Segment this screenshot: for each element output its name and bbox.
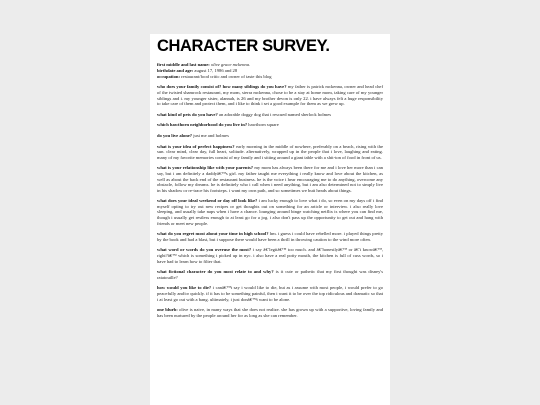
question: what is your idea of perfect happiness? (157, 143, 235, 149)
answer: i am lucky enough to love what i do, so even on my days off i find myself opting to try out new recipes or get thoughts out on something for an article or interview. i also really love sleeping, and usually take naps when i have a chance. lounging around binge watching netflix is where you can find me, though i usually get restless enough to at least go for a jog. i also don't pass up the opportunity to get out and hang with friends or meet new people. (157, 198, 383, 226)
survey-page (150, 34, 390, 405)
qa-die (157, 285, 383, 302)
answer: i say â€˜legitâ€™ too much. and â€˜honestlyâ€™ or â€˜i knowâ€™, right?â€™ which is something i picked up in nyc. i also have a real potty mouth, the kitchen is full of cuss words, so i have had to learn how to filter that. (157, 247, 383, 264)
question: what does your ideal weekend or day off look like? (157, 198, 258, 204)
answer: my father is patrick mckenna, owner and head chef of the twisted shamrock restaurant, my mom, sierra mckenna, chose to be a stay at home mom, taking care of my younger siblings and i. my younger sister, alannah, is 26 and my brother devon is only 22. i have always felt a huge responsibility to take care of them and protect them, and i like to think i set a good example for them as we grew up. (157, 84, 383, 107)
answer: an adorable doggy dog that i rescued named sherlock holmes (218, 111, 332, 117)
answer: is it cute or pathetic that my first thought was disney's ratatouille? (157, 269, 383, 280)
info-label: occupation: (157, 73, 180, 79)
question: what kind of pets do you have? (157, 111, 218, 117)
question: one blurb: (157, 307, 178, 313)
qa-regret (157, 231, 383, 242)
info-label: birthdate and age: (157, 67, 194, 73)
survey-content (150, 34, 390, 318)
qa-family (157, 84, 383, 106)
info-label: first middle and last name: (157, 62, 210, 67)
answer: olive is naive, in many ways that she does not realize. she has grown up with a supportive, loving family and has been nurtured by the people around her for as long as she can remember. (157, 307, 383, 318)
qa-fictional (157, 269, 383, 280)
qa-overuse (157, 247, 383, 264)
qa-live-alone (157, 133, 383, 139)
qa-neighborhood (157, 122, 383, 128)
answer: hm. i guess i could have rebelled more. i played things pretty by the book and had a blast, but i suppose there would have been a thrill in throwing caution to the wind more often. (157, 231, 383, 242)
question: what fictional character do you most relate to and why? (157, 269, 274, 275)
qa-pets (157, 112, 383, 118)
qa-happiness (157, 144, 383, 161)
info-block (157, 62, 383, 79)
answer: my mom has always been there for me and i love her more than i can say, but i am definitely a daddyâ€™s girl. my father taught me everything i really know and love about the kitchen, as well as about the back end of the restaurant business. he is the voice i hear encouraging me to do anything, overcome any obstacle, follow my dreams. he is definitely who i call when i need anything, but i am also determined not to simply live in his shadow or re-trace his footsteps. i want my own path, and so sometimes we butt heads about things. (157, 165, 383, 193)
qa-blurb (157, 307, 383, 318)
question: who does your family consist of? how many siblings do you have? (157, 84, 287, 90)
page-title: CHARACTER SURVEY. (157, 37, 330, 55)
question: do you live alone? (157, 132, 193, 138)
qa-parents (157, 165, 383, 193)
info-row-occupation (157, 74, 383, 80)
question: how would you like to die? (157, 285, 212, 291)
info-value: restaurant/food critic and owner of taste this blog (181, 73, 272, 79)
info-value: august 17, 1986 and 28 (194, 67, 238, 73)
question: what word or words do you overuse the most? (157, 247, 252, 253)
question: what do you regret most about your time in high school? (157, 231, 269, 237)
question: what is your relationship like with your parents? (157, 165, 254, 171)
answer: i canâ€™t say i would like to die, but as i assume with most people, i would prefer to go peacefully and/or quickly. if it has to be something painful, then i want it to be over the top ridiculous and dramatic so that i at least go out with a bang. ultimately, i just donâ€™t want to be alone. (157, 285, 384, 302)
answer: just me and holmes (193, 132, 229, 138)
question: which hawthorn neighborhood do you live in? (157, 122, 248, 128)
info-value: olive grace mckenna. (210, 62, 251, 67)
answer: early morning in the middle of nowhere, preferably on a beach, rising with the sun. clear mind, clear day, full heart, solitude. alternatively, wrapped up in the people that i love, laughing and eating. many of my favorite memories consist of my family and i sitting around a giant table with a shit-ton of food in front of us. (157, 143, 383, 160)
qa-weekend (157, 198, 383, 226)
answer: hawthorn square (248, 122, 279, 128)
